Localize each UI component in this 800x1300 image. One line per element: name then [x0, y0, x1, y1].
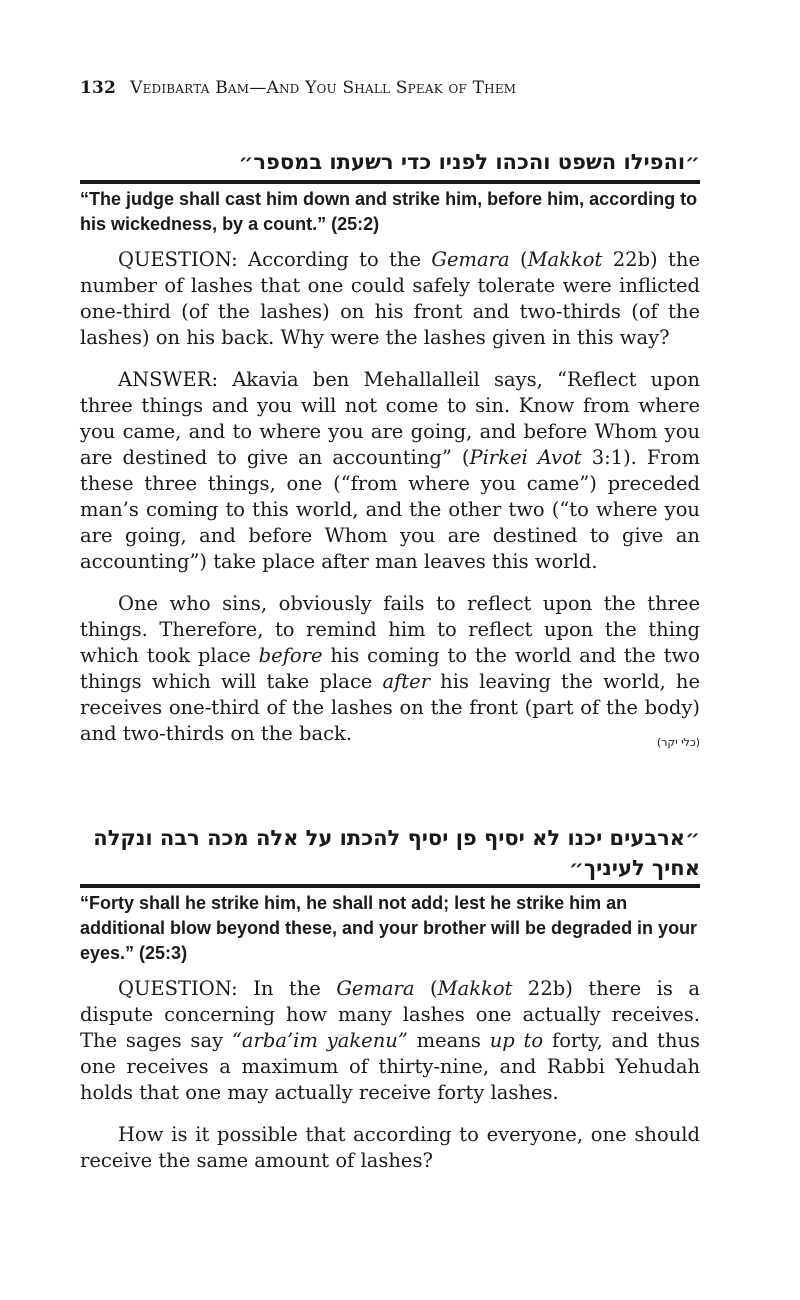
italic-term: Makkot	[527, 248, 603, 271]
text-run: means	[407, 1029, 490, 1052]
heading-divider	[80, 180, 700, 184]
text-run: (	[509, 248, 528, 271]
text-run: 22b) there is a dispute concerning how many lashes one actually receives. The sages say	[80, 977, 700, 1052]
question-paragraph	[80, 247, 700, 351]
question-paragraph	[80, 976, 700, 1106]
italic-term: up to	[489, 1029, 544, 1052]
running-head	[80, 78, 516, 98]
heading-divider	[80, 884, 700, 888]
text-run: 22b) the number of lashes that one could safely tolerate were inflicted one-third (of the lashes) on his front and two-thirds (of the lashes) on his back. Why were the lashes given in this way?	[80, 248, 700, 349]
explanation-paragraph	[80, 591, 700, 747]
italic-term: Makkot	[437, 977, 513, 1000]
italic-term: Gemara	[431, 248, 510, 271]
text-run: (	[414, 977, 438, 1000]
verse-translation: “Forty shall he strike him, he shall not add; lest he strike him an additional blow beyond these, and your brother will be degraded in your eyes.” (25:3)	[80, 893, 698, 963]
italic-term: Pirkei Avot	[469, 446, 582, 469]
text-run: 3:1). From these three things, one (“from where you came”) preceded man’s coming to this world, and the other two (“to where you are going, and before Whom you are destined to give an accounting”) take place after man leaves this world.	[80, 446, 701, 573]
running-title: Vedibarta Bam—And You Shall Speak of Them	[130, 78, 517, 98]
text-run: his coming to the world and the two things which will take place	[80, 644, 700, 693]
answer-paragraph	[80, 367, 700, 575]
text-run: his leaving the world, he receives one-third of the lashes on the front (part of the body) and two-thirds on the back.	[80, 670, 701, 745]
hebrew-verse-heading: ״והפילו השפט והכהו לפניו כדי רשעתו במספר״	[238, 150, 700, 174]
text-run: QUESTION: According to the	[118, 248, 432, 271]
text-run: forty, and thus one receives a maximum of thirty-nine, and Rabbi Yehudah holds that one may actually receive forty lashes.	[80, 1029, 701, 1104]
source-citation: (כלי יקר)	[656, 736, 700, 749]
verse-translation: “The judge shall cast him down and strike him, before him, according to his wickedness, by a count.” (25:2)	[80, 189, 698, 234]
italic-term: after	[382, 670, 431, 693]
italic-term: before	[258, 644, 323, 667]
page-number: 132	[80, 78, 117, 98]
text-run: QUESTION: In the	[118, 977, 337, 1000]
hebrew-verse-heading: ״ארבעים יכנו לא יסיף פן יסיף להכתו על אלה מכה רבה ונקלה אחיך לעיניך״	[93, 826, 700, 880]
italic-term: “arba’im yakenu”	[231, 1029, 408, 1052]
text-run: ANSWER: Akavia ben Mehallalleil says, “Reflect upon three things and you will not come to sin. Know from where you came, and to where you are going, and before Whom you are destined to give an accounting” (	[80, 368, 700, 469]
followup-paragraph: How is it possible that according to everyone, one should receive the same amount of lashes?	[80, 1123, 700, 1172]
text-run: One who sins, obviously fails to reflect upon the three things. Therefore, to remind him to reflect upon the thing which took place	[80, 592, 700, 667]
italic-term: Gemara	[336, 977, 415, 1000]
